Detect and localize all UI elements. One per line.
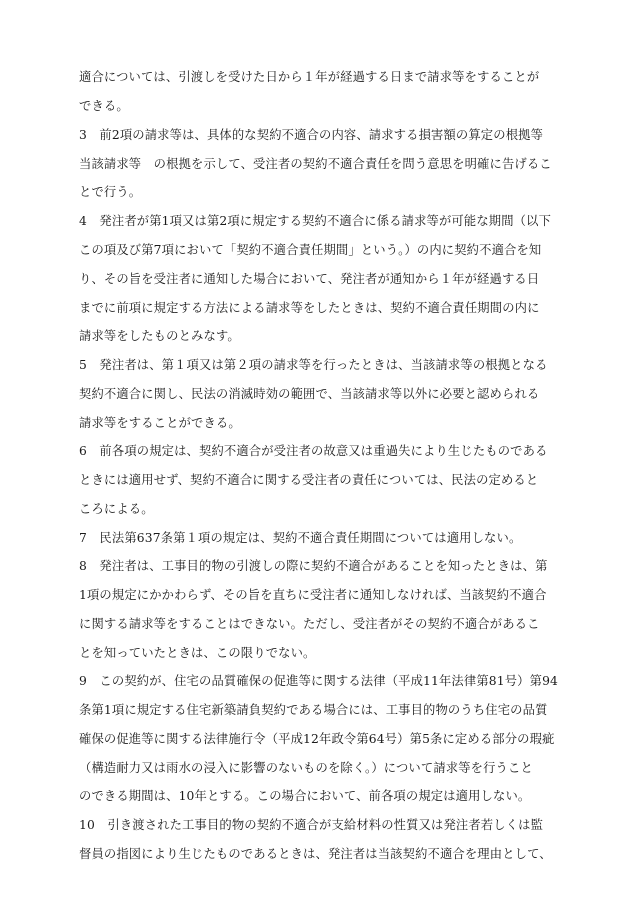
- text-line: （構造耐力又は雨水の浸入に影響のないものを除く。）について請求等を行うこと: [79, 761, 533, 775]
- text-line: ときには適用せず、契約不適合に関する受注者の責任については、民法の定めると: [79, 473, 539, 487]
- text-line: 督員の指図により生じたものであるときは、発注者は当該契約不適合を理由として、: [79, 847, 552, 861]
- text-line: 9 この契約が、住宅の品質確保の促進等に関する法律（平成11年法律第81号）第94: [79, 674, 559, 688]
- text-line: のできる期間は、10年とする。この場合において、前各項の規定は適用しない。: [79, 789, 531, 803]
- text-line: 5 発注者は、第１項又は第２項の請求等を行ったときは、当該請求等の根拠となる: [79, 358, 548, 372]
- text-line: 適合については、引渡しを受けた日から１年が経過する日まで請求等をすることが: [79, 70, 540, 84]
- text-line: できる。: [79, 99, 129, 113]
- text-line: 確保の促進等に関する法律施行令（平成12年政令第64号）第5条に定める部分の瑕疵: [79, 732, 555, 746]
- text-line: 7 民法第637条第１項の規定は、契約不適合責任期間については適用しない。: [79, 531, 522, 545]
- text-line: 8 発注者は、工事目的物の引渡しの際に契約不適合があることを知ったときは、第: [79, 559, 548, 573]
- text-line: 当該請求等 の根拠を示して、受注者の契約不適合責任を問う意思を明確に告げるこ: [79, 157, 552, 171]
- text-line: 契約不適合に関し、民法の消滅時効の範囲で、当該請求等以外に必要と認められる: [79, 387, 540, 401]
- text-line: に関する請求等をすることはできない。ただし、受注者がその契約不適合があるこ: [79, 617, 540, 631]
- text-line: 1項の規定にかかわらず、その旨を直ちに受注者に通知しなければ、当該契約不適合: [79, 588, 547, 602]
- text-line: 請求等をしたものとみなす。: [79, 329, 240, 343]
- text-line: 3 前2項の請求等は、具体的な契約不適合の内容、請求する損害額の算定の根拠等: [79, 128, 544, 142]
- text-line: とで行う。: [79, 185, 142, 199]
- text-line: 10 引き渡された工事目的物の契約不適合が支給材料の性質又は発注者若しくは監: [79, 818, 544, 832]
- text-line: までに前項に規定する方法による請求等をしたときは、契約不適合責任期間の内に: [79, 301, 540, 315]
- text-line: 4 発注者が第1項又は第2項に規定する契約不適合に係る請求等が可能な期間（以下: [79, 214, 552, 228]
- text-line: ころによる。: [79, 502, 154, 516]
- text-line: この項及び第7項において「契約不適合責任期間」という。）の内に契約不適合を知: [79, 243, 542, 257]
- text-line: とを知っていたときは、この限りでない。: [79, 646, 316, 660]
- text-line: り、その旨を受注者に通知した場合において、発注者が通知から１年が経過する日: [79, 272, 540, 286]
- text-line: 条第1項に規定する住宅新築請負契約である場合には、工事目的物のうち住宅の品質: [79, 703, 548, 717]
- text-line: 6 前各項の規定は、契約不適合が受注者の故意又は重過失により生じたものである: [79, 444, 548, 458]
- text-line: 請求等をすることができる。: [79, 416, 241, 430]
